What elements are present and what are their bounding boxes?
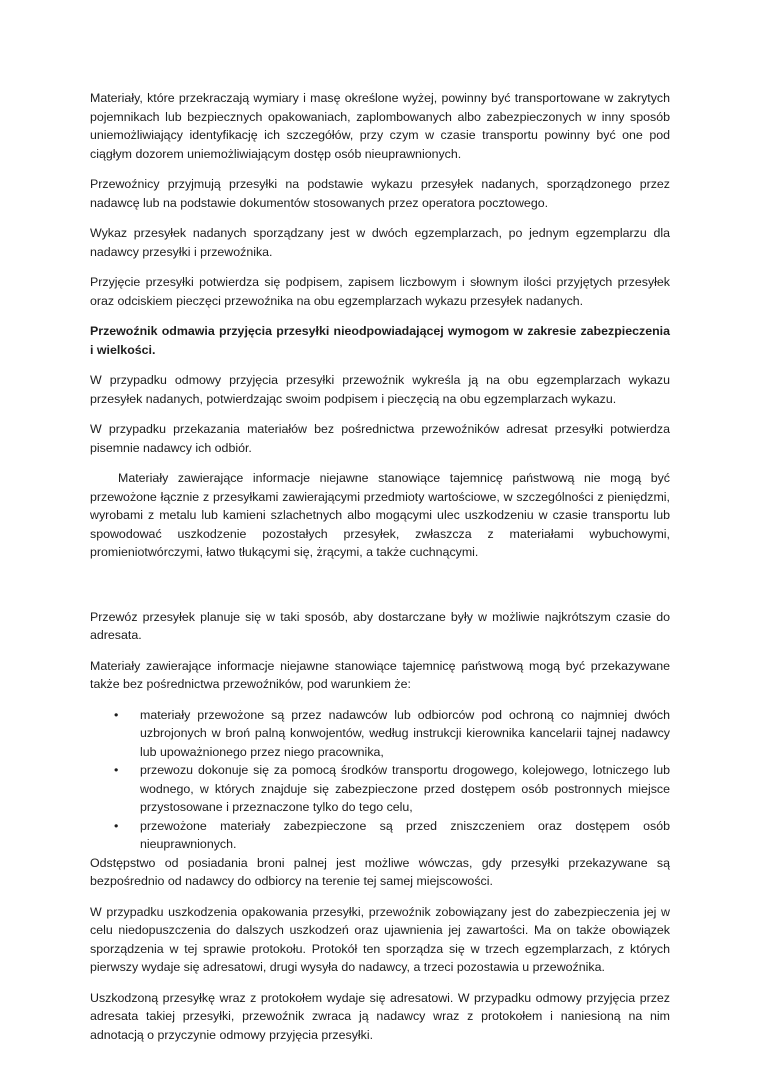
paragraph-direct-handover: W przypadku przekazania materiałów bez pośrednictwa przewoźników adresat przesyłki potwierdza pisemnie nadawcy ich odbiór. [90, 422, 670, 455]
paragraph-firearm-exemption: Odstępstwo od posiadania broni palnej jest możliwe wówczas, gdy przesyłki przekazywane są bezpośrednio od nadawcy do odbiorcy na terenie tej samej miejscowości. [90, 855, 670, 888]
paragraph-state-secret-restrictions: Materiały zawierające informacje niejawne stanowiące tajemnicę państwową nie mogą być przewożone łącznie z przesyłkami zawierającymi przedmioty wartościowe, w szczególności z pieniędzmi, wyrobami z metalu lub kamieni szlachetnych albo mogącymi ulec uszkodzeniu w czasie transportu lub spowodować uszkodzenie pozostałych przesyłek, zwłaszcza z materiałami wybuchowymi, promieniotwórczymi, łatwo tłukącymi się, żrącymi, a także cuchnącymi. [90, 471, 670, 559]
paragraph-carriers-accept: Przewoźnicy przyjmują przesyłki na podstawie wykazu przesyłek nadanych, sporządzonego przez nadawcę lub na podstawie dokumentów stosowanych przez operatora pocztowego. [90, 177, 670, 210]
list-item [114, 706, 670, 762]
paragraph-acceptance-confirmation: Przyjęcie przesyłki potwierdza się podpisem, zapisem liczbowym i słownym ilości przyjętych przesyłek oraz odciskiem pieczęci przewoźnika na obu egzemplarzach wykazu przesyłek nadanych. [90, 275, 670, 308]
document-body [90, 89, 670, 1056]
conditions-list [90, 706, 670, 854]
list-item [114, 817, 670, 854]
list-item-text: materiały przewożone są przez nadawców lub odbiorców pod ochroną co najmniej dwóch uzbrojonych w broń palną konwojentów, według instrukcji kierownika kancelarii tajnej nadawcy lub upoważnionego przez niego pracownika, [140, 707, 670, 759]
bullet-icon: • [114, 818, 119, 833]
paragraph-shipment-list: Wykaz przesyłek nadanych sporządzany jest w dwóch egzemplarzach, po jednym egzemplarzu dla nadawcy przesyłki i przewoźnika. [90, 226, 670, 259]
paragraph-refusal-procedure: W przypadku odmowy przyjęcia przesyłki przewoźnik wykreśla ją na obu egzemplarzach wykazu przesyłek nadanych, potwierdzając swoim podpisem i pieczęcią na obu egzemplarzach wykazu. [90, 373, 670, 406]
blank-gap [90, 574, 670, 608]
list-item-text: przewozu dokonuje się za pomocą środków transportu drogowego, kolejowego, lotniczego lub wodnego, w których znajduje się zabezpieczone przed dostępem osób postronnych miejsce przystosowane i przeznaczone tylko do tego celu, [140, 763, 670, 814]
bullet-icon: • [114, 707, 119, 722]
paragraph-refusal-bold: Przewoźnik odmawia przyjęcia przesyłki nieodpowiadającej wymogom w zakresie zabezpieczenia i wielkości. [90, 324, 670, 357]
list-item-text: przewożone materiały zabezpieczone są przed zniszczeniem oraz dostępem osób nieuprawnionych. [140, 818, 670, 851]
paragraph-list-intro: Materiały zawierające informacje niejawne stanowiące tajemnicę państwową mogą być przekazywane także bez pośrednictwa przewoźników, pod warunkiem że: [90, 658, 670, 691]
paragraph-damaged-delivery: Uszkodzoną przesyłkę wraz z protokołem wydaje się adresatowi. W przypadku odmowy przyjęcia przez adresata takiej przesyłki, przewoźnik zwraca ją nadawcy wraz z protokołem i naniesioną na nim adnotacją o przyczynie odmowy przyjęcia przesyłki. [90, 990, 670, 1042]
paragraph-oversized-materials: Materiały, które przekraczają wymiary i masę określone wyżej, powinny być transportowane w zakrytych pojemnikach lub bezpiecznych opakowaniach, zaplombowanych albo zabezpieczonych w inny sposób uniemożliwiający identyfikację ich szczegółów, przy czym w czasie transportu powinny być one pod ciągłym dozorem uniemożliwiającym dostęp osób nieuprawnionych. [90, 91, 670, 161]
bullet-icon: • [114, 763, 119, 777]
list-item [114, 761, 670, 817]
paragraph-transport-planning: Przewóz przesyłek planuje się w taki sposób, aby dostarczane były w możliwie najkrótszym czasie do adresata. [90, 609, 670, 642]
paragraph-damaged-package: W przypadku uszkodzenia opakowania przesyłki, przewoźnik zobowiązany jest do zabezpieczenia jej w celu niedopuszczenia do dalszych uszkodzeń oraz ujawnienia jej zawartości. Ma on także obowiązek sporządzenia w tej sprawie protokołu. Protokół ten sporządza się w trzech egzemplarzach, z których pierwszy wydaje się adresatowi, drugi wysyła do nadawcy, a trzeci pozostawia u przewoźnika. [90, 904, 670, 974]
